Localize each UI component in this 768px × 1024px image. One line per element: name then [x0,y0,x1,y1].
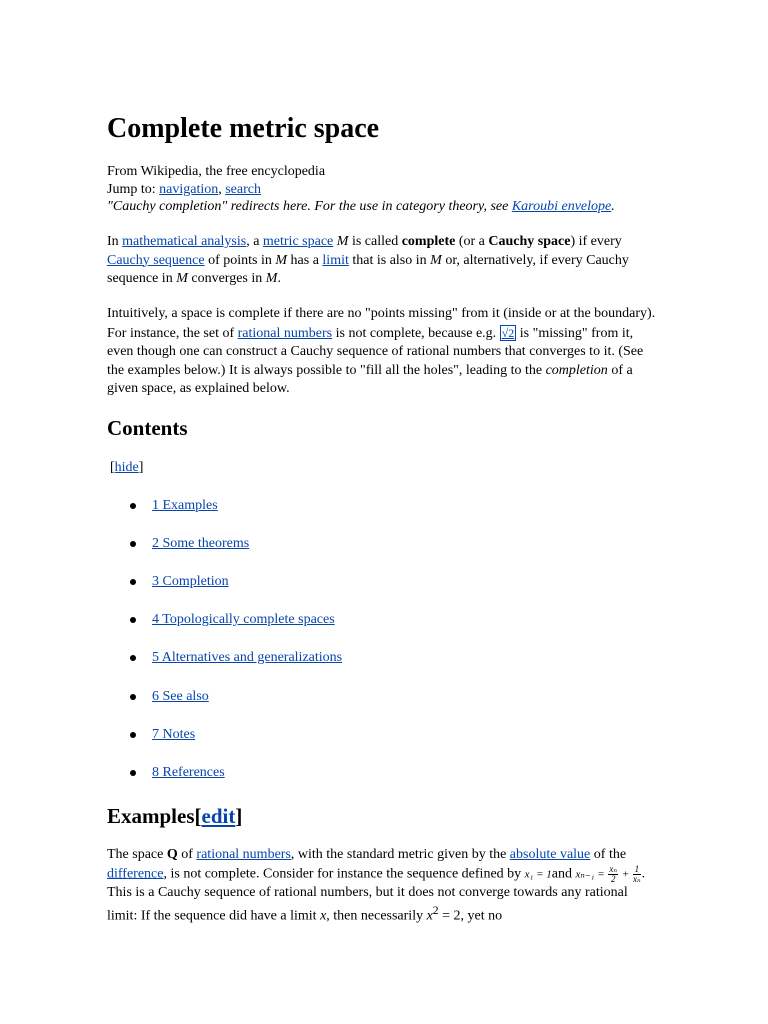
karoubi-envelope-link[interactable]: Karoubi envelope [511,199,612,214]
text: . This is a Cauchy sequence of rational numbers, but it does not converge towards any rational limit: If the sequence did have a limit [107,866,646,924]
term-cauchy-space: Cauchy space [488,234,571,249]
page-title: Complete metric space [107,113,380,144]
term-complete: complete [401,234,456,249]
text: , is not complete. Consider for instance the sequence defined by [163,866,525,882]
metric-space-link[interactable]: metric space [262,234,334,249]
exponent: 2 [432,904,439,918]
text: or, alternatively, if every Cauchy sequence in [107,252,629,286]
math-x1: x₁ = 1 [524,868,552,881]
text: Intuitively, a space is complete if there are no "points missing" from it (inside or at the boundary). For instance, the set of [107,306,656,341]
sqrt-two-link[interactable]: √2 [501,325,515,340]
toc-link-references[interactable]: 8 References [152,765,225,780]
toc-item [152,764,225,782]
limit-link[interactable]: limit [322,252,349,268]
bracket: ] [138,460,144,475]
math-m: M [430,252,442,268]
hatnote-text: "Cauchy completion" redirects here. For the use in category theory, see [107,199,509,214]
text: In [107,234,123,249]
examples-heading [107,803,242,829]
term-completion: completion [545,362,608,378]
article-meta [107,163,667,216]
text: converges in [187,271,266,286]
toc-toggle [110,460,143,476]
text: has a [287,252,323,268]
numerator: 1 [634,863,640,874]
intuition-paragraph [107,305,659,399]
toc-item [152,726,195,744]
text: is "missing" from it, even though one can construct a Cauchy sequence of rational numbers that converges to it. (See the examples below.) It is always possible to "fill all the holes", leading to the [107,325,644,378]
examples-heading-text: Examples [107,804,195,828]
toc-item [152,649,342,667]
math-m: M [336,234,349,249]
toc-item [152,497,218,515]
hide-toc-link[interactable]: hide [114,460,139,475]
difference-link[interactable]: difference [107,866,164,882]
navigation-link[interactable]: navigation [159,181,219,197]
text: that is also in [348,252,431,268]
text: of points in [204,252,276,268]
rational-numbers-link[interactable]: rational numbers [237,325,333,341]
jump-to-label: Jump to: [107,181,156,197]
text: and [551,866,576,882]
toc-link-examples[interactable]: 1 Examples [152,498,218,513]
bracket: ] [235,804,243,828]
denominator: xₙ [633,873,641,884]
toc-item [152,535,249,553]
text: , with the standard metric given by the [290,847,510,862]
text: is not complete, because e.g. [332,325,500,341]
text: of the [590,847,627,862]
text: The space [107,847,167,862]
math-m: M [275,252,288,268]
math-m: M [176,271,188,286]
fraction [608,865,618,884]
toc-link-see-also[interactable]: 6 See also [152,689,209,704]
toc-link-topologically-complete[interactable]: 4 Topologically complete spaces [152,612,335,627]
toc-link-alternatives[interactable]: 5 Alternatives and generalizations [152,650,343,665]
text: . [277,271,281,286]
hatnote-end: . [611,199,615,214]
toc-link-completion[interactable]: 3 Completion [152,574,229,589]
toc-item [152,688,209,706]
mathematical-analysis-link[interactable]: mathematical analysis [122,234,247,249]
toc-item [152,611,335,629]
fraction [633,865,641,884]
search-link[interactable]: search [225,181,261,197]
denominator: 2 [611,873,616,884]
numerator: xₙ [609,863,618,874]
text: = 2, yet no [438,908,503,924]
text: , a [246,234,263,249]
toc-link-notes[interactable]: 7 Notes [152,727,196,742]
text: of [177,847,197,862]
toc-item [152,573,229,591]
jump-separator: , [218,181,222,197]
absolute-value-link[interactable]: absolute value [509,847,591,862]
tagline: From Wikipedia, the free encyclopedia [107,164,326,179]
symbol-q: Q [166,847,178,862]
text: of a given space, as explained below. [107,362,633,396]
text: , then necessarily [326,908,427,924]
examples-paragraph [107,846,659,926]
text: (or a [455,234,489,249]
rational-numbers-link[interactable]: rational numbers [196,847,291,862]
jump-to [107,181,667,199]
math-recurrence: xₙ₋₁ = [575,868,608,881]
math-x: x [426,908,433,924]
math-x: x [320,908,327,924]
contents-heading: Contents [107,416,188,440]
math-m: M [265,271,278,286]
text: ) if every [570,234,622,249]
hatnote [107,198,667,216]
bracket: [ [110,460,115,475]
cauchy-sequence-link[interactable]: Cauchy sequence [107,252,205,268]
math-plus: + [619,868,633,881]
bracket: [ [194,804,202,828]
intro-paragraph [107,233,659,289]
toc-link-some-theorems[interactable]: 2 Some theorems [152,536,250,551]
text: is called [348,234,402,249]
edit-examples-link[interactable]: edit [201,804,236,828]
